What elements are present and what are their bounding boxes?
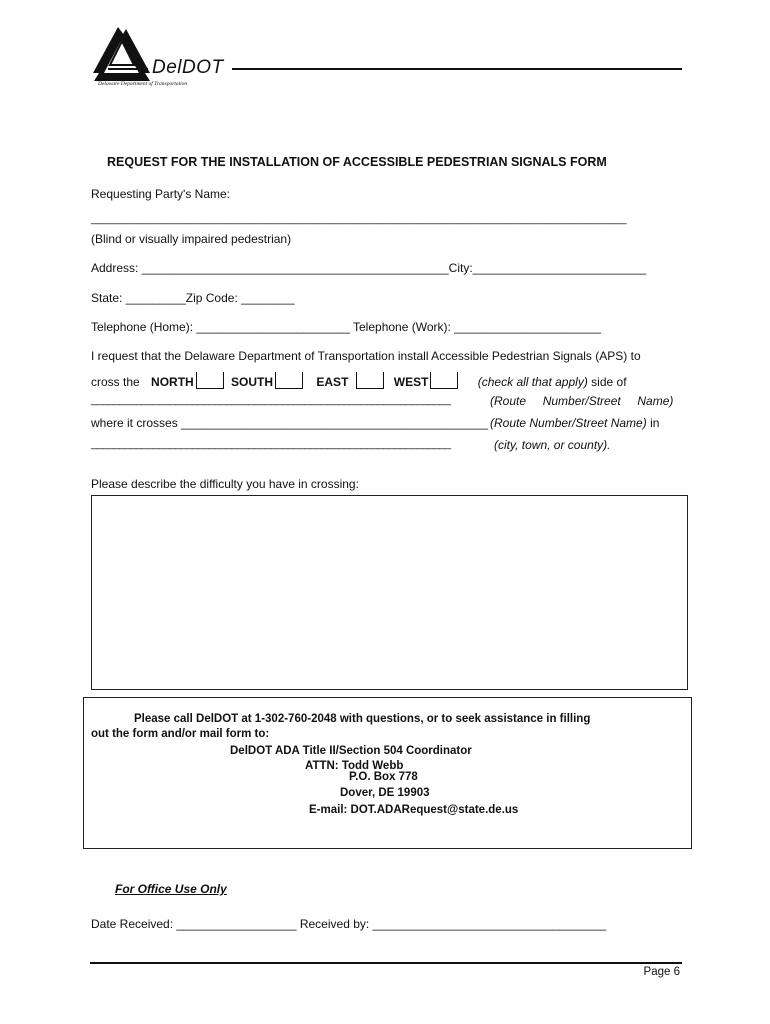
contact-line-5: P.O. Box 778	[349, 771, 418, 783]
cross-the-label: cross the	[91, 375, 140, 389]
contact-line-2: out the form and/or mail form to:	[91, 728, 270, 740]
name-field[interactable]: ____________________________________________________________________________________________	[91, 213, 627, 225]
request-statement: I request that the Delaware Department of Transportation install Accessible Pedestrian Signals (APS) to	[91, 349, 641, 363]
form-title: REQUEST FOR THE INSTALLATION OF ACCESSIBLE PEDESTRIAN SIGNALS FORM	[107, 155, 607, 169]
crosses-note-row	[490, 416, 659, 430]
requesting-party-label: Requesting Party's Name:	[91, 187, 231, 201]
name-note: (Blind or visually impaired pedestrian)	[91, 232, 292, 246]
state-zip-field[interactable]: State: _________Zip Code: ________	[91, 291, 295, 305]
date-received-field[interactable]: Date Received: __________________ Received by: ___________________________________	[91, 917, 607, 931]
north-label: NORTH	[151, 375, 194, 389]
address-city-field[interactable]: Address: ______________________________________________City:__________________________	[91, 261, 647, 275]
city-note: (city, town, or county).	[494, 438, 611, 452]
route-note: (Route Number/Street Name)	[490, 394, 674, 408]
contact-line-3: DelDOT ADA Title II/Section 504 Coordinator	[230, 745, 472, 757]
check-note: (check all that apply)	[477, 375, 588, 389]
page-number: Page 6	[643, 966, 680, 978]
describe-label: Please describe the difficulty you have in crossing:	[91, 477, 359, 491]
east-checkbox[interactable]	[356, 372, 384, 389]
brand-name: DelDOT	[152, 57, 224, 78]
south-checkbox[interactable]	[275, 372, 303, 389]
route-field[interactable]: ________________________________________________________________	[91, 394, 451, 406]
header-rule	[232, 68, 682, 70]
contact-line-6: Dover, DE 19903	[340, 787, 430, 799]
contact-line-4: ATTN: Todd Webb	[305, 760, 404, 772]
footer-rule	[90, 962, 682, 964]
in-label: in	[650, 416, 660, 430]
crosses-field[interactable]: where it crosses ______________________________________________	[91, 416, 489, 430]
route-note-2: (Route Number/Street Name)	[490, 416, 647, 430]
west-label: WEST	[393, 375, 429, 389]
north-checkbox[interactable]	[196, 372, 224, 389]
brand-subtitle: Delaware Department of Transportation	[98, 81, 188, 87]
contact-email[interactable]: E-mail: DOT.ADARequest@state.de.us	[309, 804, 519, 816]
office-use-heading: For Office Use Only	[115, 882, 227, 896]
side-of-label: side of	[591, 375, 627, 389]
direction-row	[91, 372, 627, 389]
east-label: EAST	[316, 375, 349, 389]
telephone-fields[interactable]: Telephone (Home): _______________________ Telephone (Work): ______________________	[91, 320, 601, 334]
city-field[interactable]: ________________________________________________________________	[91, 438, 451, 450]
west-checkbox[interactable]	[430, 372, 458, 389]
contact-line-1: Please call DelDOT at 1-302-760-2048 with questions, or to seek assistance in filling	[134, 713, 591, 725]
difficulty-textarea[interactable]	[91, 495, 688, 690]
south-label: SOUTH	[231, 375, 274, 389]
